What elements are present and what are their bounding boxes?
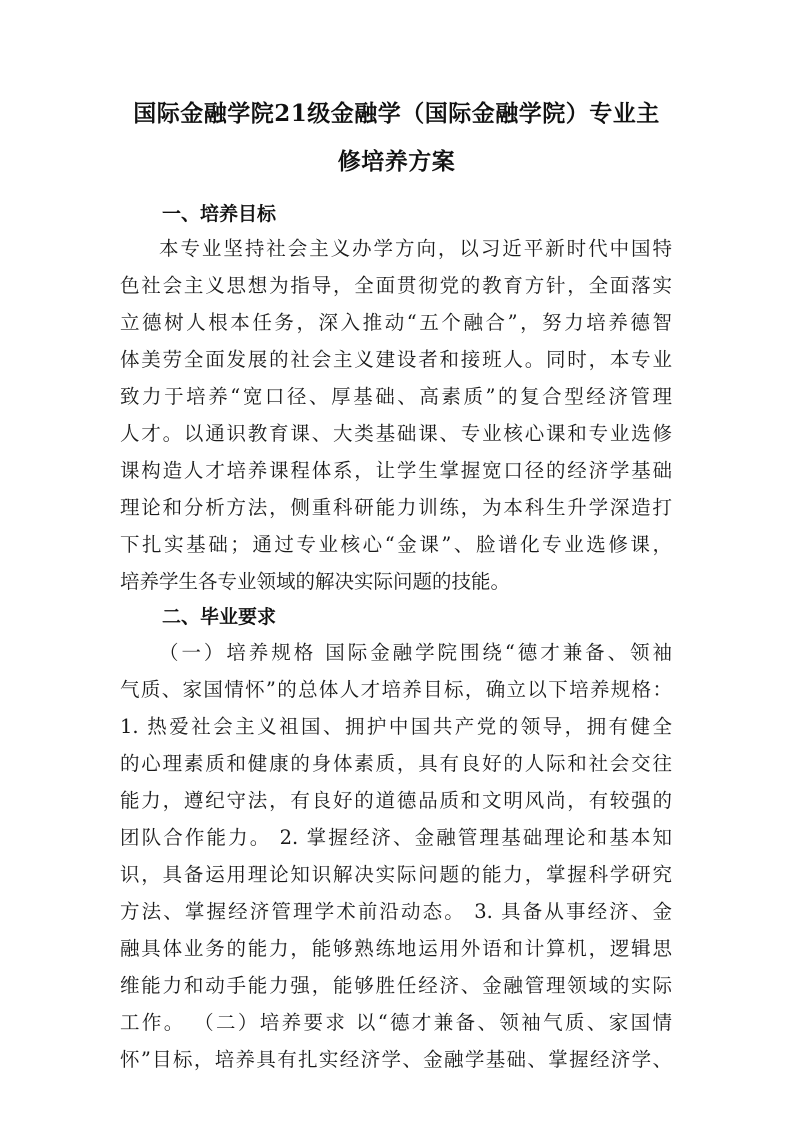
paragraph-line: 理论和分析方法，侧重科研能力训练，为本科生升学深造打 <box>120 496 672 519</box>
paragraph-line: 培养学生各专业领域的解决实际问题的技能。 <box>120 570 511 593</box>
document-title-line-2: 修培养方案 <box>337 148 456 175</box>
paragraph-line: 团队合作能力。 2. 掌握经济、金融管理基础理论和基本知 <box>120 826 672 849</box>
paragraph-line: 人才。以通识教育课、大类基础课、专业核心课和专业选修 <box>120 422 672 445</box>
paragraph-line: 怀”目标，培养具有扎实经济学、金融学基础、掌握经济学、 <box>120 1048 672 1071</box>
paragraph-line: 识，具备运用理论知识解决实际问题的能力，掌握科学研究 <box>120 863 672 886</box>
paragraph-line: 致力于培养“宽口径、厚基础、高素质”的复合型经济管理 <box>120 385 672 408</box>
paragraph-line: 色社会主义思想为指导，全面贯彻党的教育方针，全面落实 <box>120 274 672 297</box>
section-heading-training-goals: 一、培养目标 <box>162 203 277 225</box>
section-heading-graduation-requirements: 二、毕业要求 <box>162 606 277 628</box>
document-title-line-1: 国际金融学院21级金融学（国际金融学院）专业主 <box>133 100 660 127</box>
paragraph-line: 方法、掌握经济管理学术前沿动态。 3. 具备从事经济、金 <box>120 900 672 923</box>
paragraph-line: 能力，遵纪守法，有良好的道德品质和文明风尚，有较强的 <box>120 789 672 812</box>
paragraph-line: 本专业坚持社会主义办学方向，以习近平新时代中国特 <box>159 237 672 260</box>
paragraph-line: 维能力和动手能力强，能够胜任经济、金融管理领域的实际 <box>120 974 672 997</box>
paragraph-line: 1. 热爱社会主义祖国、拥护中国共产党的领导，拥有健全 <box>120 715 672 738</box>
paragraph-line: 下扎实基础；通过专业核心“金课”、脸谱化专业选修课， <box>120 533 672 556</box>
paragraph-line: 立德树人根本任务，深入推动“五个融合”，努力培养德智 <box>120 311 672 334</box>
paragraph-line: （一）培养规格 国际金融学院围绕“德才兼备、领袖 <box>159 641 672 664</box>
paragraph-line: 工作。 （二）培养要求 以“德才兼备、领袖气质、家国情 <box>120 1011 672 1034</box>
paragraph-line: 体美劳全面发展的社会主义建设者和接班人。同时，本专业 <box>120 348 672 371</box>
paragraph-line: 气质、家国情怀”的总体人才培养目标，确立以下培养规格： <box>120 678 672 701</box>
paragraph-line: 融具体业务的能力，能够熟练地运用外语和计算机，逻辑思 <box>120 937 672 960</box>
paragraph-line: 的心理素质和健康的身体素质，具有良好的人际和社会交往 <box>120 752 672 775</box>
paragraph-line: 课构造人才培养课程体系，让学生掌握宽口径的经济学基础 <box>120 459 672 482</box>
